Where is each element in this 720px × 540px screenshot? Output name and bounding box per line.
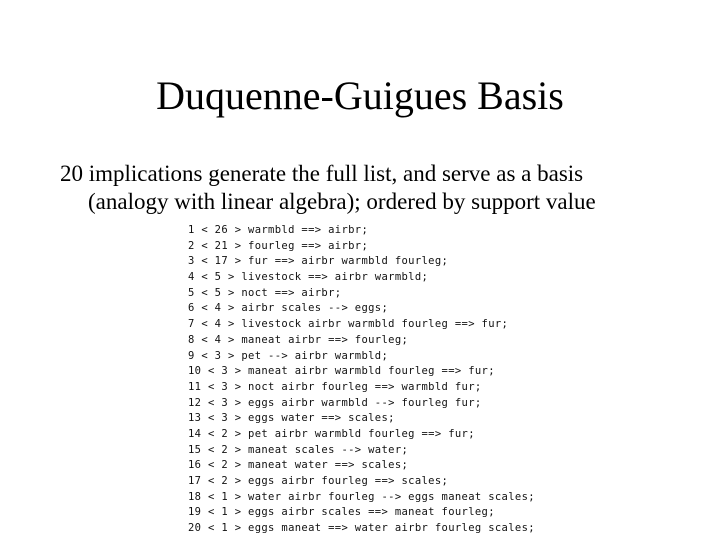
implication-row: 8 < 4 > maneat airbr ==> fourleg; — [188, 333, 409, 346]
implication-row: 7 < 4 > livestock airbr warmbld fourleg ==> fur; — [188, 318, 509, 331]
implication-row: 6 < 4 > airbr scales --> eggs; — [188, 302, 389, 315]
implication-row: 20 < 1 > eggs maneat ==> water airbr fourleg scales; — [188, 522, 535, 535]
implication-row: 15 < 2 > maneat scales --> water; — [188, 443, 409, 456]
implication-row: 3 < 17 > fur ==> airbr warmbld fourleg; — [188, 255, 449, 268]
implication-list — [188, 223, 548, 539]
implication-row: 2 < 21 > fourleg ==> airbr; — [188, 239, 369, 252]
implication-row: 12 < 3 > eggs airbr warmbld --> fourleg fur; — [188, 396, 482, 409]
implication-row: 13 < 3 > eggs water ==> scales; — [188, 412, 395, 425]
implication-row: 17 < 2 > eggs airbr fourleg ==> scales; — [188, 475, 449, 487]
subtitle-line-2: (analogy with linear algebra); ordered by support value — [88, 189, 596, 214]
implication-row: 18 < 1 > water airbr fourleg --> eggs maneat scales; — [188, 490, 535, 503]
implication-row: 16 < 2 > maneat water ==> scales; — [188, 459, 409, 472]
implication-row: 4 < 5 > livestock ==> airbr warmbld; — [188, 271, 429, 284]
implication-row: 5 < 5 > noct ==> airbr; — [188, 286, 342, 299]
implication-row: 1 < 26 > warmbld ==> airbr; — [188, 224, 369, 236]
slide-subtitle — [60, 160, 700, 216]
implication-row: 11 < 3 > noct airbr fourleg ==> warmbld fur; — [188, 380, 482, 393]
implication-row: 14 < 2 > pet airbr warmbld fourleg ==> fur; — [188, 427, 475, 440]
slide-title: Duquenne-Guigues Basis — [156, 73, 564, 118]
implication-row: 9 < 3 > pet --> airbr warmbld; — [188, 349, 389, 362]
subtitle-line-1: 20 implications generate the full list, and serve as a basis — [60, 161, 584, 186]
implication-row: 10 < 3 > maneat airbr warmbld fourleg ==> fur; — [188, 365, 495, 378]
implication-row: 19 < 1 > eggs airbr scales ==> maneat fourleg; — [188, 506, 495, 519]
